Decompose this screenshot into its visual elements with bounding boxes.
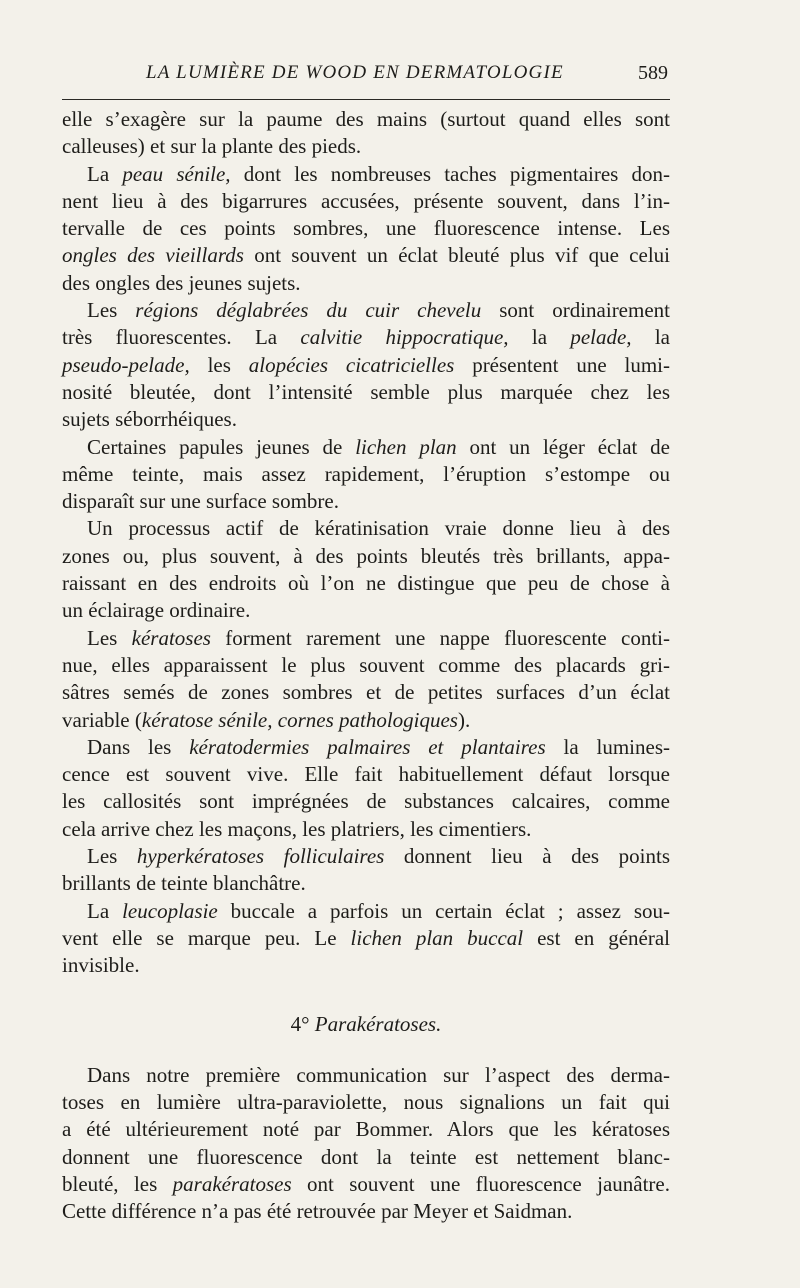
text-line: très fluorescentes. La calvitie hippocratique, la pelade, la — [62, 325, 670, 350]
text-line: brillants de teinte blanchâtre. — [62, 871, 306, 896]
text-line: La peau sénile, dont les nombreuses taches pigmentaires don- — [87, 161, 670, 186]
header-rule — [62, 99, 670, 100]
text-line: nue, elles apparaissent le plus souvent comme des placards gri- — [62, 652, 670, 677]
text-line: elle s’exagère sur la paume des mains (surtout quand elles sont — [62, 107, 670, 131]
italic-term: pelade, — [570, 325, 632, 350]
italic-term: kératodermies palmaires et plantaires — [189, 734, 546, 759]
text-line: sâtres semés de zones sombres et de petites surfaces d’un éclat — [62, 680, 670, 705]
italic-term: calvitie hippocratique, — [300, 325, 509, 350]
text-line: Cette différence n’a pas été retrouvée par Meyer et Saidman. — [62, 1199, 573, 1224]
text-line: a été ultérieurement noté par Bommer. Alors que les kératoses — [62, 1117, 670, 1142]
text-line: nosité bleutée, dont l’intensité semble plus marquée chez les — [62, 379, 670, 404]
italic-term: pseudo-pelade, — [62, 352, 190, 377]
section-heading: 4° Parakératoses. — [290, 1011, 442, 1036]
text-line: Les hyperkératoses folliculaires donnent lieu à des points — [87, 844, 670, 869]
text-line: vent elle se marque peu. Le lichen plan buccal est en général — [62, 925, 670, 950]
body-text — [62, 106, 670, 1226]
italic-term: kératoses — [131, 625, 211, 650]
text-line: Dans notre première communication sur l’aspect des derma- — [87, 1062, 670, 1087]
text-line: Certaines papules jeunes de lichen plan ont un léger éclat de — [87, 434, 670, 459]
text-line: cela arrive chez les maçons, les platriers, les cimentiers. — [62, 816, 532, 841]
spacer — [62, 980, 670, 1011]
text-line: Un processus actif de kératinisation vraie donne lieu à des — [87, 516, 670, 541]
spacer — [62, 1038, 670, 1062]
text-line: même teinte, mais assez rapidement, l’éruption s’estompe ou — [62, 461, 670, 486]
italic-term: lichen plan buccal — [350, 925, 524, 950]
text-line: des ongles des jeunes sujets. — [62, 270, 301, 295]
text-line: un éclairage ordinaire. — [62, 598, 251, 623]
italic-term: parakératoses — [172, 1171, 292, 1196]
text-line: pseudo-pelade, les alopécies cicatricielles présentent une lumi- — [62, 352, 670, 377]
text-line: Dans les kératodermies palmaires et plantaires la lumines- — [87, 734, 670, 759]
text-line: bleuté, les parakératoses ont souvent une fluorescence jaunâtre. — [62, 1171, 670, 1196]
text-line: tervalle de ces points sombres, une fluorescence intense. Les — [62, 216, 670, 241]
section-title: Parakératoses. — [314, 1011, 442, 1036]
text-line: sujets séborrhéiques. — [62, 407, 237, 432]
text-line: disparaît sur une surface sombre. — [62, 489, 339, 514]
text-line: toses en lumière ultra-paraviolette, nous signalions un fait qui — [62, 1090, 670, 1115]
text-line: invisible. — [62, 953, 140, 978]
text-line: cence est souvent vive. Elle fait habituellement défaut lorsque — [62, 762, 670, 787]
italic-term: lichen plan — [355, 434, 457, 459]
text-line: Les régions déglabrées du cuir chevelu sont ordinairement — [87, 298, 670, 323]
text-line: les callosités sont imprégnées de substances calcaires, comme — [62, 789, 670, 814]
italic-term: alopécies cicatricielles — [248, 352, 455, 377]
italic-term: kératose sénile, cornes pathologiques — [141, 707, 458, 732]
italic-term: leucoplasie — [122, 898, 218, 923]
italic-term: hyperkératoses folliculaires — [136, 844, 385, 869]
italic-term: régions déglabrées du cuir chevelu — [135, 298, 482, 323]
text-line: ongles des vieillards ont souvent un éclat bleuté plus vif que celui — [62, 243, 670, 268]
text-line: zones ou, plus souvent, à des points bleutés très brillants, appa- — [62, 543, 670, 568]
page-number: 589 — [638, 62, 668, 84]
page-header — [62, 60, 670, 90]
text-line: variable (kératose sénile, cornes pathologiques). — [62, 707, 471, 732]
text-line: La leucoplasie buccale a parfois un certain éclat ; assez sou- — [87, 898, 670, 923]
running-head: LA LUMIÈRE DE WOOD EN DERMATOLOGIE — [146, 62, 564, 83]
italic-term: ongles des vieillards — [62, 243, 244, 268]
text-line: nent lieu à des bigarrures accusées, présente souvent, dans l’in- — [62, 188, 670, 213]
text-line: raissant en des endroits où l’on ne distingue que peu de chose à — [62, 571, 670, 596]
text-line: donnent une fluorescence dont la teinte est nettement blanc- — [62, 1144, 670, 1169]
text-line: calleuses) et sur la plante des pieds. — [62, 134, 362, 159]
text-line: Les kératoses forment rarement une nappe fluorescente conti- — [87, 625, 670, 650]
italic-term: peau sénile, — [122, 161, 231, 186]
